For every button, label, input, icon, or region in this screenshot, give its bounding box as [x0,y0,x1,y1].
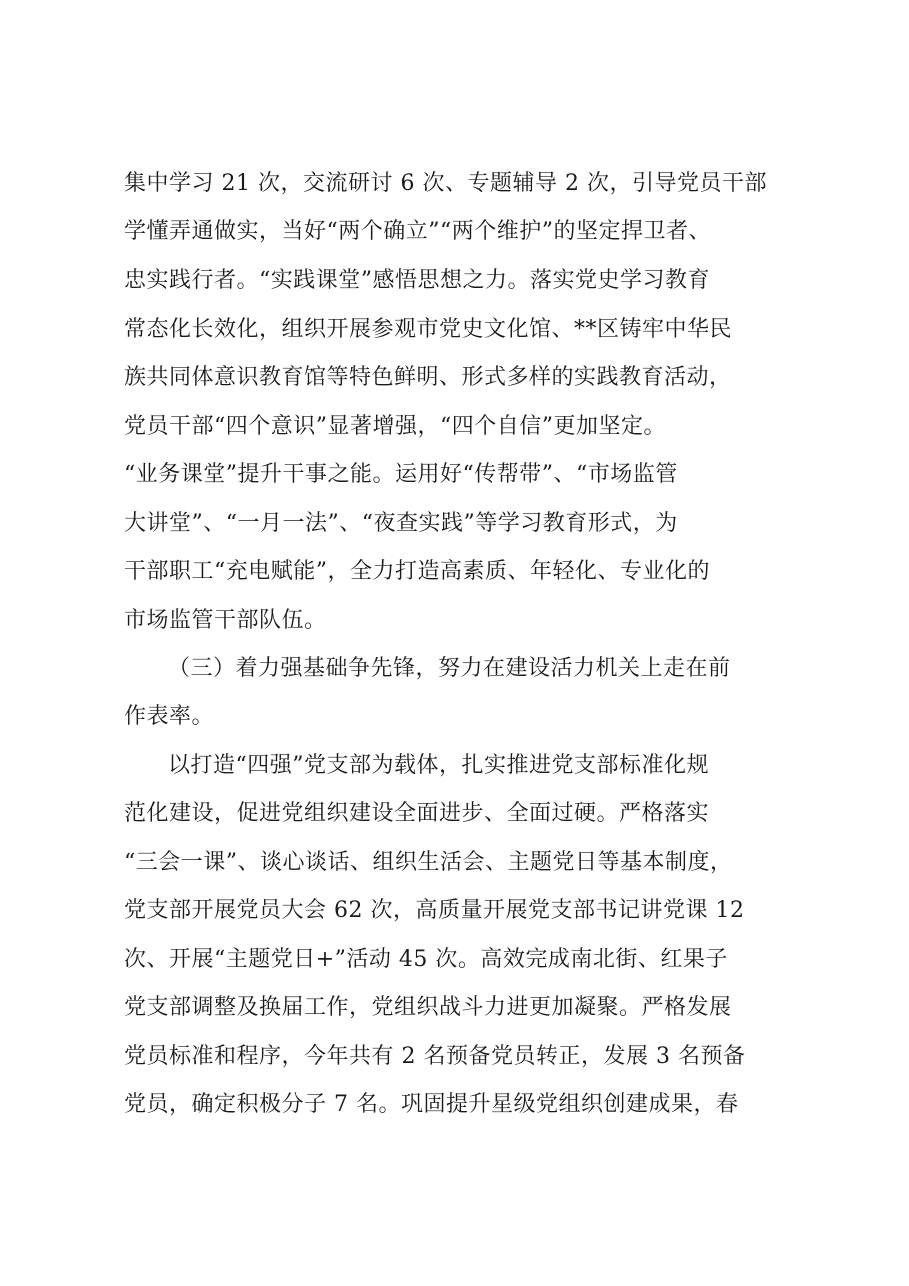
body-text-line: 党员，确定积极分子 7 名。巩固提升星级党组织创建成果，春 [124,1092,739,1117]
body-text-line: 大讲堂”、“一月一法”、“夜查实践”等学习教育形式，为 [124,511,678,536]
body-text-line: 党员干部“四个意识”显著增强，“四个自信”更加坚定。 [124,414,666,439]
body-text-line: 次、开展“主题党日+”活动 45 次。高效完成南北街、红果子 [124,947,728,972]
body-text-line: 范化建设，促进党组织建设全面进步、全面过硬。严格落实 [124,801,710,826]
body-text-line: “三会一课”、谈心谈话、组织生活会、主题党日等基本制度， [124,850,733,875]
body-text-line: 党支部调整及换届工作，党组织战斗力进更加凝聚。严格发展 [124,995,732,1020]
section-heading: （三）着力强基础争先锋，努力在建设活力机关上走在前 [168,656,731,681]
body-text-line: 党支部开展党员大会 62 次，高质量开展党支部书记讲党课 12 [124,898,745,923]
body-text-line: 集中学习 21 次，交流研讨 6 次、专题辅导 2 次，引导党员干部 [124,171,767,196]
body-text-line: “业务课堂”提升干事之能。运用好“传帮带”、“市场监管 [124,462,678,487]
body-text-line: 学懂弄通做实，当好“两个确立”“两个维护”的坚定捍卫者、 [124,219,711,244]
body-text-line: 干部职工“充电赋能”，全力打造高素质、年轻化、专业化的 [124,559,710,584]
body-text-line: 党员标准和程序，今年共有 2 名预备党员转正，发展 3 名预备 [124,1044,746,1069]
body-text-line: 族共同体意识教育馆等特色鲜明、形式多样的实践教育活动， [124,365,732,390]
section-heading-continuation: 作表率。 [124,704,215,729]
body-text-line: 忠实践行者。“实践课堂”感悟思想之力。落实党史学习教育 [124,268,710,293]
paragraph-first-line: 以打造“四强”党支部为载体，扎实推进党支部标准化规 [168,753,709,778]
body-text-line: 常态化长效化，组织开展参观市党史文化馆、**区铸牢中华民 [124,317,733,342]
body-text-line: 市场监管干部队伍。 [124,608,327,633]
